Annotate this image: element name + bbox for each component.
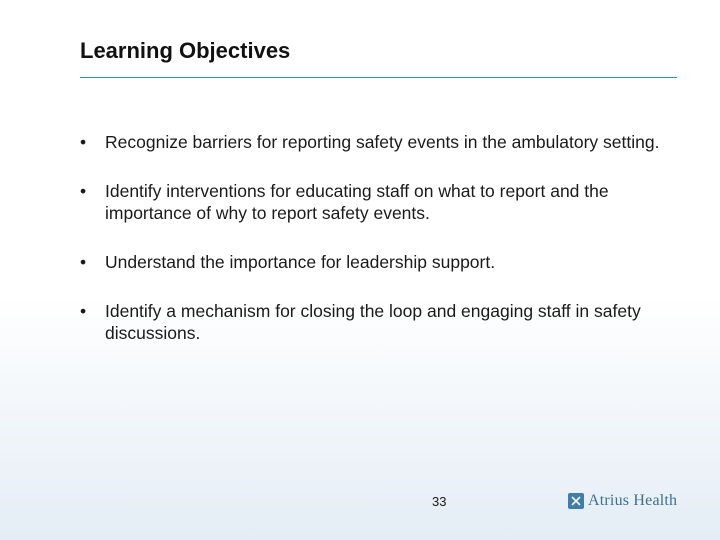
bullet-text: Recognize barriers for reporting safety events in the ambulatory setting. — [105, 132, 660, 152]
page-number: 33 — [432, 494, 447, 509]
bullet-text: Understand the importance for leadership support. — [105, 252, 496, 272]
title-divider — [80, 77, 677, 78]
atrius-health-logo — [568, 492, 677, 510]
atrius-health-logo-icon — [568, 493, 584, 509]
bullet-item — [80, 131, 680, 153]
bullet-item — [80, 251, 680, 273]
bullet-text: Identify a mechanism for closing the loop and engaging staff in safety discussions. — [105, 301, 641, 343]
bullet-dot: • — [80, 181, 87, 201]
bullet-text: Identify interventions for educating staff on what to report and the importance of why to report safety events. — [105, 181, 609, 223]
objectives-list — [80, 131, 680, 371]
logo-text: Atrius Health — [588, 492, 678, 509]
slide-title: Learning Objectives — [80, 38, 291, 63]
bullet-dot: • — [80, 301, 87, 321]
bullet-dot: • — [80, 252, 87, 272]
bullet-dot: • — [80, 132, 87, 152]
bullet-item — [80, 300, 680, 344]
bullet-item — [80, 180, 680, 224]
